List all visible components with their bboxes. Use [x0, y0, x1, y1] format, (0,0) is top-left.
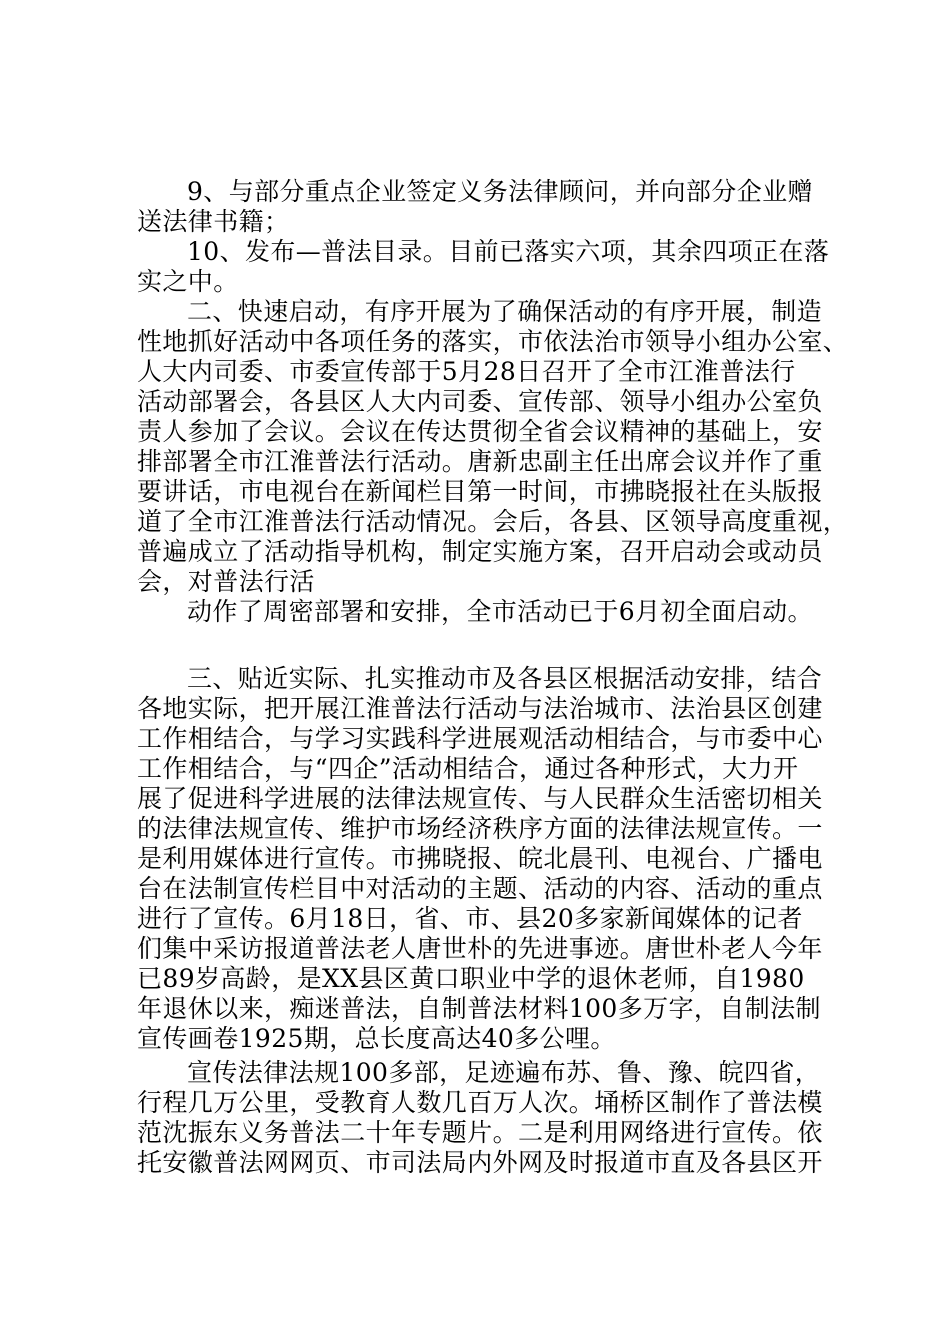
text-line: 性地抓好活动中各项任务的落实，市依法治市领导小组办公室、	[137, 327, 849, 356]
text-line: 排部署全市江淮普法行活动。唐新忠副主任出席会议并作了重	[137, 447, 823, 476]
text-line: 行程几万公里，受教育人数几百万人次。埇桥区制作了普法模	[137, 1088, 823, 1117]
text-line: 道了全市江淮普法行活动情况。会后，各县、区领导高度重视，	[137, 507, 849, 536]
text-line: 进行了宣传。6月18日，省、市、县20多家新闻媒体的记者	[137, 904, 803, 933]
text-line: 责人参加了会议。会议在传达贯彻全省会议精神的基础上，安	[137, 417, 823, 446]
text-line: 会，对普法行活	[137, 567, 315, 596]
text-line: 10、发布—普法目录。目前已落实六项，其余四项正在落	[187, 237, 830, 266]
text-line: 9、与部分重点企业签定义务法律顾问，并向部分企业赠	[187, 177, 813, 206]
text-line: 宣传画卷1925期，总长度高达40多公哩。	[137, 1024, 616, 1053]
text-line: 范沈振东义务普法二十年专题片。二是利用网络进行宣传。依	[137, 1118, 823, 1147]
text-line: 工作相结合，与学习实践科学进展观活动相结合，与市委中心	[137, 724, 823, 753]
text-line: 实之中。	[137, 267, 239, 296]
text-line: 活动部署会，各县区人大内司委、宣传部、领导小组办公室负	[137, 387, 823, 416]
text-line: 台在法制宣传栏目中对活动的主题、活动的内容、活动的重点	[137, 874, 823, 903]
text-line: 送法律书籍；	[137, 207, 290, 236]
text-line: 是利用媒体进行宣传。市拂晓报、皖北晨刊、电视台、广播电	[137, 844, 823, 873]
text-line: 人大内司委、市委宣传部于5月28日召开了全市江淮普法行	[137, 357, 796, 386]
text-line: 三、贴近实际、扎实推动市及各县区根据活动安排，结合	[187, 664, 823, 693]
text-line: 动作了周密部署和安排，全市活动已于6月初全面启动。	[187, 597, 813, 626]
text-line: 工作相结合，与“四企”活动相结合，通过各种形式，大力开	[137, 754, 799, 783]
text-line: 各地实际，把开展江淮普法行活动与法治城市、法治县区创建	[137, 694, 823, 723]
text-line: 的法律法规宣传、维护市场经济秩序方面的法律法规宣传。一	[137, 814, 823, 843]
text-line: 普遍成立了活动指导机构，制定实施方案，召开启动会或动员	[137, 537, 823, 566]
text-line: 要讲话，市电视台在新闻栏目第一时间，市拂晓报社在头版报	[137, 477, 823, 506]
text-line: 二、快速启动，有序开展为了确保活动的有序开展，制造	[187, 297, 823, 326]
text-line: 托安徽普法网网页、市司法局内外网及时报道市直及各县区开	[137, 1148, 823, 1177]
text-line: 已89岁高龄，是XX县区黄口职业中学的退休老师，自1980	[137, 964, 805, 993]
text-line: 宣传法律法规100多部，足迹遍布苏、鲁、豫、皖四省，	[187, 1058, 821, 1087]
text-line: 展了促进科学进展的法律法规宣传、与人民群众生活密切相关	[137, 784, 823, 813]
text-line: 年退休以来，痴迷普法，自制普法材料100多万字，自制法制	[137, 994, 821, 1023]
text-line: 们集中采访报道普法老人唐世朴的先进事迹。唐世朴老人今年	[137, 934, 823, 963]
